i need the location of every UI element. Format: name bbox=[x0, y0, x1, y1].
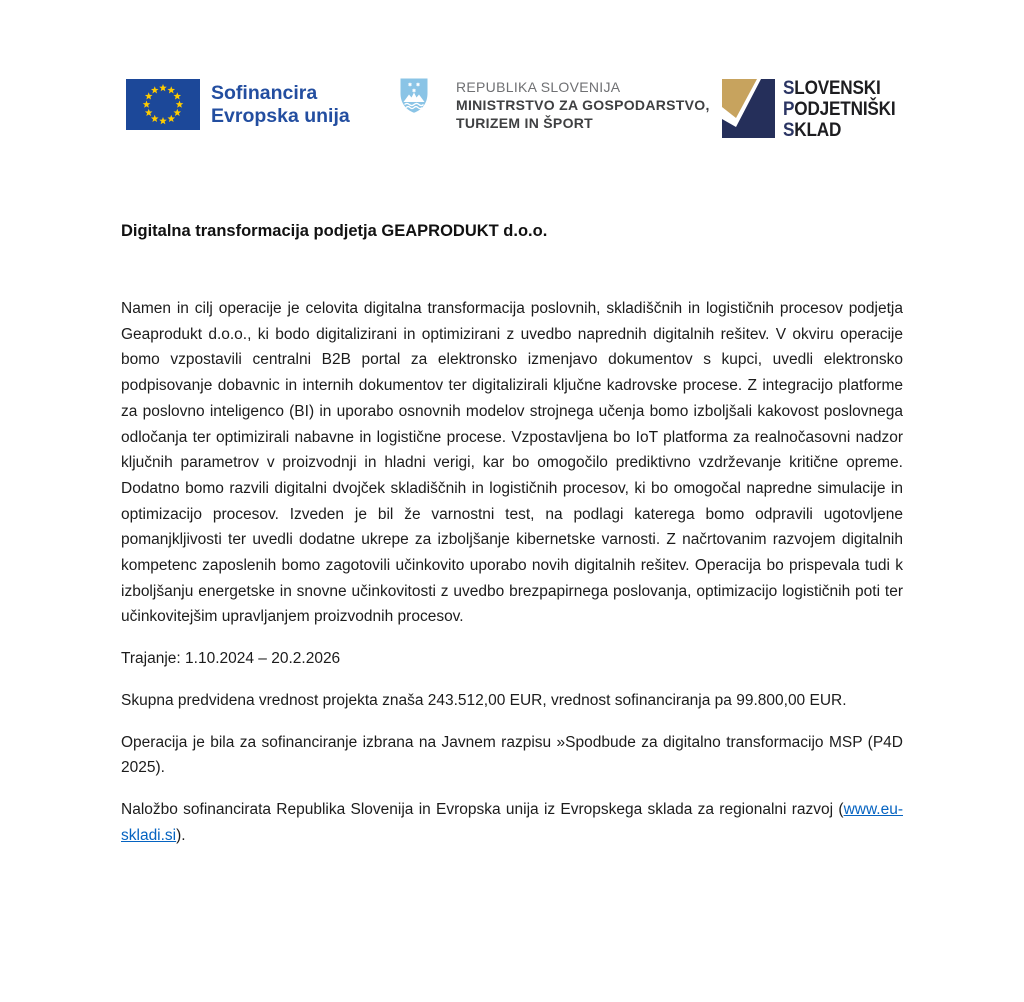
paragraph-tender: Operacija je bila za sofinanciranje izbrana na Javnem razpisu »Spodbude za digitalno transformacijo MSP (P4D 2025). bbox=[121, 733, 903, 777]
page-title: Digitalna transformacija podjetja GEAPRODUKT d.o.o. bbox=[121, 222, 548, 240]
document-body bbox=[121, 296, 903, 848]
eu-logo-text bbox=[211, 79, 350, 128]
sps-line1: SLOVENSKI bbox=[783, 77, 881, 99]
ministry-logo bbox=[399, 74, 710, 132]
funding-text-before-link: Naložbo sofinancirata Republika Slovenija in Evropska unija iz Evropskega sklada za regionalni razvoj ( bbox=[121, 800, 844, 818]
paragraph-funding bbox=[121, 797, 903, 848]
eu-flag-icon bbox=[126, 79, 200, 130]
sps-line2: PODJETNIŠKI bbox=[783, 97, 896, 120]
paragraph-project-value: Skupna predvidena vrednost projekta znaša 243.512,00 EUR, vrednost sofinanciranja pa 99.800,00 EUR. bbox=[121, 691, 847, 709]
sps-fund-logo bbox=[718, 76, 911, 141]
sps-line3: SKLAD bbox=[783, 118, 842, 141]
eu-logo-line1: Sofinancira bbox=[211, 82, 318, 104]
sps-checkmark-emblem-icon bbox=[718, 76, 779, 141]
eu-logo-line2: Evropska unija bbox=[211, 105, 350, 127]
ministry-logo-text bbox=[456, 74, 710, 132]
funding-text-after-link: ). bbox=[176, 826, 186, 844]
ministry-line2: MINISTRSTVO ZA GOSPODARSTVO, bbox=[456, 97, 710, 113]
paragraph-duration: Trajanje: 1.10.2024 – 20.2.2026 bbox=[121, 650, 341, 668]
eu-skladi-link[interactable]: www.eu-skladi.si bbox=[121, 800, 903, 844]
ministry-line3: TURIZEM IN ŠPORT bbox=[456, 115, 594, 131]
sps-logo-text bbox=[783, 76, 896, 140]
paragraph-project-description: Namen in cilj operacije je celovita digitalna transformacija poslovnih, skladiščnih in logističnih procesov podjetja Geaprodukt d.o.o., ki bodo digitalizirani in optimizirani z uvedbo naprednih digitalnih rešitev. V okviru operacije bomo vzpostavili centralni B2B portal za elektronsko izmenjavo dokumentov s kupci, uvedli elektronsko podpisovanje dobavnic in internih dokumentov ter digitalizirali ključne kadrovske procese. Z integracijo platforme za poslovno inteligenco (BI) in uporabo osnovnih modelov strojnega učenja bomo izboljšali kakovost poslovnega odločanja ter optimizirali nabavne in logistične procese. Vzpostavljena bo IoT platforma za realnočasovni nadzor ključnih parametrov v proizvodnji in hladni verigi, kar bo omogočilo prediktivno vzdrževanje kritične opreme. Dodatno bomo razvili digitalni dvojček skladiščnih in logističnih procesov, ki bo omogočal napredne simulacije in optimizacijo procesov. Izveden je bil že varnostni test, na podlagi katerega bomo odpravili ugotovljene pomanjkljivosti ter uvedli dodatne ukrepe za izboljšanje kibernetske varnosti. Z načrtovanim razvojem digitalnih kompetenc zaposlenih bomo zagotovili učinkovito uporabo novih digitalnih rešitev. Operacija bo prispevala tudi k izboljšanju energetske in snovne učinkovitosti z uvedbo brezpapirnega poslovanja, optimizacijo logističnih poti ter učinkovitejšim upravljanjem proizvodnih procesov. bbox=[121, 300, 903, 626]
ministry-line1: REPUBLIKA SLOVENIJA bbox=[456, 79, 621, 95]
eu-cofinancing-logo bbox=[126, 79, 350, 130]
slovenia-coat-of-arms-icon bbox=[399, 77, 429, 115]
